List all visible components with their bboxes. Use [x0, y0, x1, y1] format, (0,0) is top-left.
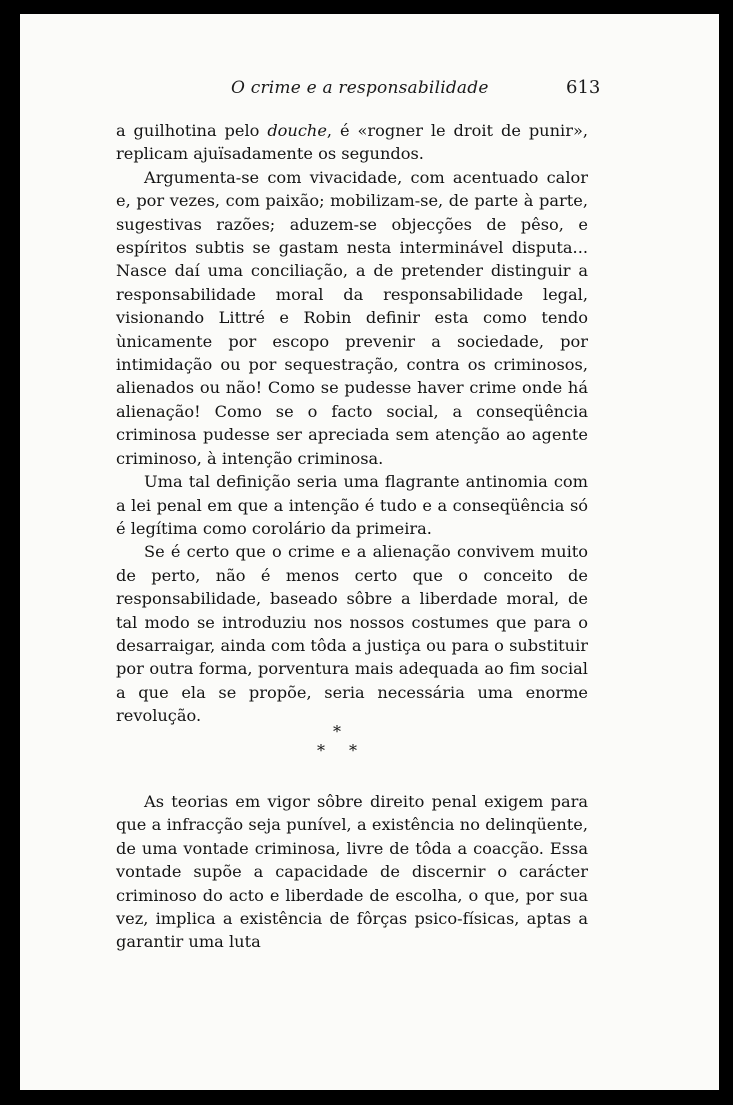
running-title: O crime e a responsabilidade — [231, 78, 489, 98]
paragraph-3: Uma tal definição seria uma flagrante antinomia com a lei penal em que a intenção é tudo e a conseqüência só é legítima como corolário da primeira. — [116, 472, 588, 538]
asterism-star-right: * — [349, 741, 357, 760]
body-text-top — [116, 119, 588, 728]
paragraph-2: Argumenta-se com vivacidade, com acentuado calor e, por vezes, com paixão; mobilizam-se, de parte à parte, sugestivas razões; aduzem-se objecções de pêso, e espíritos subtis se gastam nesta interminável disputa... Nasce daí uma conciliação, a de pretender distinguir a responsabilidade moral da responsabilidade legal, visionando Littré e Robin definir esta como tendo ùnicamente por escopo prevenir a sociedade, por intimidação ou por sequestração, contra os criminosos, alienados ou não! Como se pudesse haver crime onde há alienação! Como se o facto social, a conseqüência criminosa pudesse ser apreciada sem atenção ao agente criminoso, à intenção criminosa. — [116, 167, 588, 468]
page-header — [20, 73, 719, 103]
page-number: 613 — [566, 77, 601, 98]
paragraph-5: As teorias em vigor sôbre direito penal exigem para que a infracção seja punível, a existência no delinqüente, de uma vontade criminosa, livre de tôda a coacção. Essa vontade supõe a capacidade de discernir o carácter criminoso do acto e liberdade de escolha, o que, por sua vez, implica a existência de fôrças psico-físicas, aptas a garantir uma luta — [116, 792, 588, 952]
paragraph-4: Se é certo que o crime e a alienação convivem muito de perto, não é menos certo que o conceito de responsabilidade, baseado sôbre a liberdade moral, de tal modo se introduziu nos nossos costumes que para o desarraigar, ainda com tôda a justiça ou para o substituir por outra forma, porventura mais adequada ao fim social a que ela se propõe, seria necessária uma enorme revolução. — [116, 542, 588, 726]
paragraph-1-italic-word: douche — [267, 121, 327, 140]
book-page — [20, 14, 719, 1090]
section-asterism — [20, 720, 719, 760]
paragraph-1-part-3: , é «rogner le droit de punir», replicam ajuïsadamente os segundos. — [116, 121, 588, 164]
asterism-star-top: * — [333, 722, 341, 741]
paragraph-1 — [116, 119, 588, 166]
paragraph-1-part-1: a guilhotina pelo — [116, 121, 268, 140]
body-text-bottom — [116, 790, 588, 954]
asterism-star-left: * — [317, 741, 325, 760]
